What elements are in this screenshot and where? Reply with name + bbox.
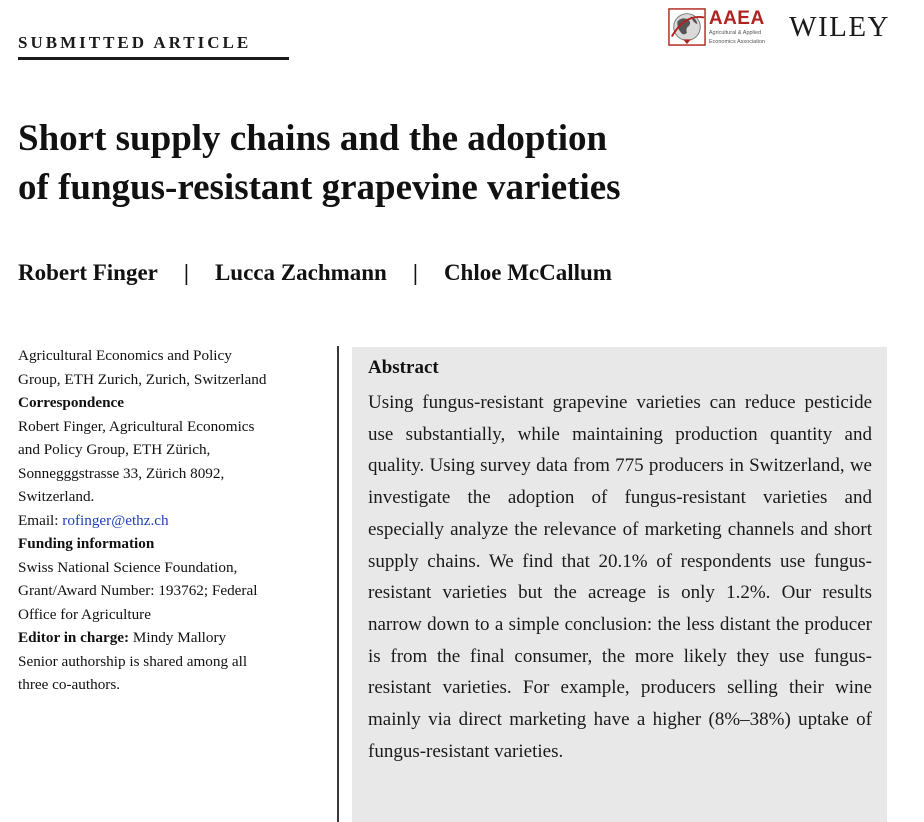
email-label: Email: — [18, 511, 63, 529]
editor-label: Editor in charge: — [18, 629, 130, 646]
authorship-note — [18, 650, 328, 697]
correspondence-line-1: Robert Finger, Agricultural Economics — [18, 417, 255, 435]
correspondence-line-2: and Policy Group, ETH Zürich, — [18, 441, 211, 458]
affiliation-line-2: Group, ETH Zurich, Zurich, Switzerland — [18, 370, 267, 388]
abstract-box — [352, 347, 887, 822]
wiley-logo: WILEY — [789, 10, 890, 43]
aaea-subtitle-line2: Economics Association — [708, 38, 766, 45]
author-separator: | — [412, 260, 418, 285]
column-divider — [337, 346, 339, 822]
editor-block — [18, 626, 328, 650]
title-line-2: of fungus-resistant grapevine varieties — [18, 167, 621, 208]
article-title — [18, 114, 818, 212]
author-list — [18, 260, 612, 286]
correspondence-line-3: Sonnegggstrasse 33, Zürich 8092, — [18, 464, 225, 482]
article-type-underline — [18, 57, 289, 60]
abstract-heading: Abstract — [368, 357, 439, 378]
article-type-label: SUBMITTED ARTICLE — [18, 33, 252, 52]
note-line-2: three co-authors. — [18, 676, 121, 693]
editor-name: Mindy Mallory — [129, 629, 227, 646]
aaea-name: AAEA — [708, 8, 765, 30]
funding-line-3: Office for Agriculture — [18, 605, 151, 623]
aaea-subtitle-line1: Agricultural & Applied — [708, 30, 762, 37]
author-1: Robert Finger — [18, 260, 158, 285]
globe-icon — [668, 8, 706, 46]
article-metadata — [18, 344, 328, 697]
author-2: Lucca Zachmann — [214, 260, 387, 285]
author-separator: | — [183, 260, 189, 285]
funding-heading: Funding information — [18, 535, 155, 552]
author-3: Chloe McCallum — [443, 260, 612, 285]
email-link[interactable]: rofinger@ethz.ch — [62, 511, 169, 529]
affiliation — [18, 344, 328, 391]
funding-line-2: Grant/Award Number: 193762; Federal — [18, 582, 258, 599]
abstract-text: Using fungus-resistant grapevine varieties can reduce pesticide use substantially, while maintaining production quantity and quality. Using survey data from 775 producers in Switzerland, we investigate the adoption of fungus-resistant varieties and especially analyze the relevance of marketing channels and short supply chains. We find that 20.1% of respondents use fungus-resistant varieties but the acreage is only 1.2%. Our results narrow down to a simple conclusion: the less distant the producer is from the final consumer, the more likely they use fungus-resistant varieties. For example, producers selling their wine mainly via direct marketing have a higher (8%–38%) uptake of fungus-resistant varieties. — [368, 392, 872, 762]
title-line-1: Short supply chains and the adoption — [18, 118, 608, 159]
correspondence-heading: Correspondence — [18, 394, 125, 411]
correspondence-line-4: Switzerland. — [18, 488, 95, 505]
affiliation-line-1: Agricultural Economics and Policy — [18, 347, 232, 364]
note-line-1: Senior authorship is shared among all — [18, 652, 248, 670]
aaea-logo — [668, 8, 765, 46]
funding-line-1: Swiss National Science Foundation, — [18, 558, 238, 576]
publisher-logos — [668, 8, 890, 46]
correspondence-block — [18, 391, 328, 532]
funding-block — [18, 532, 328, 626]
